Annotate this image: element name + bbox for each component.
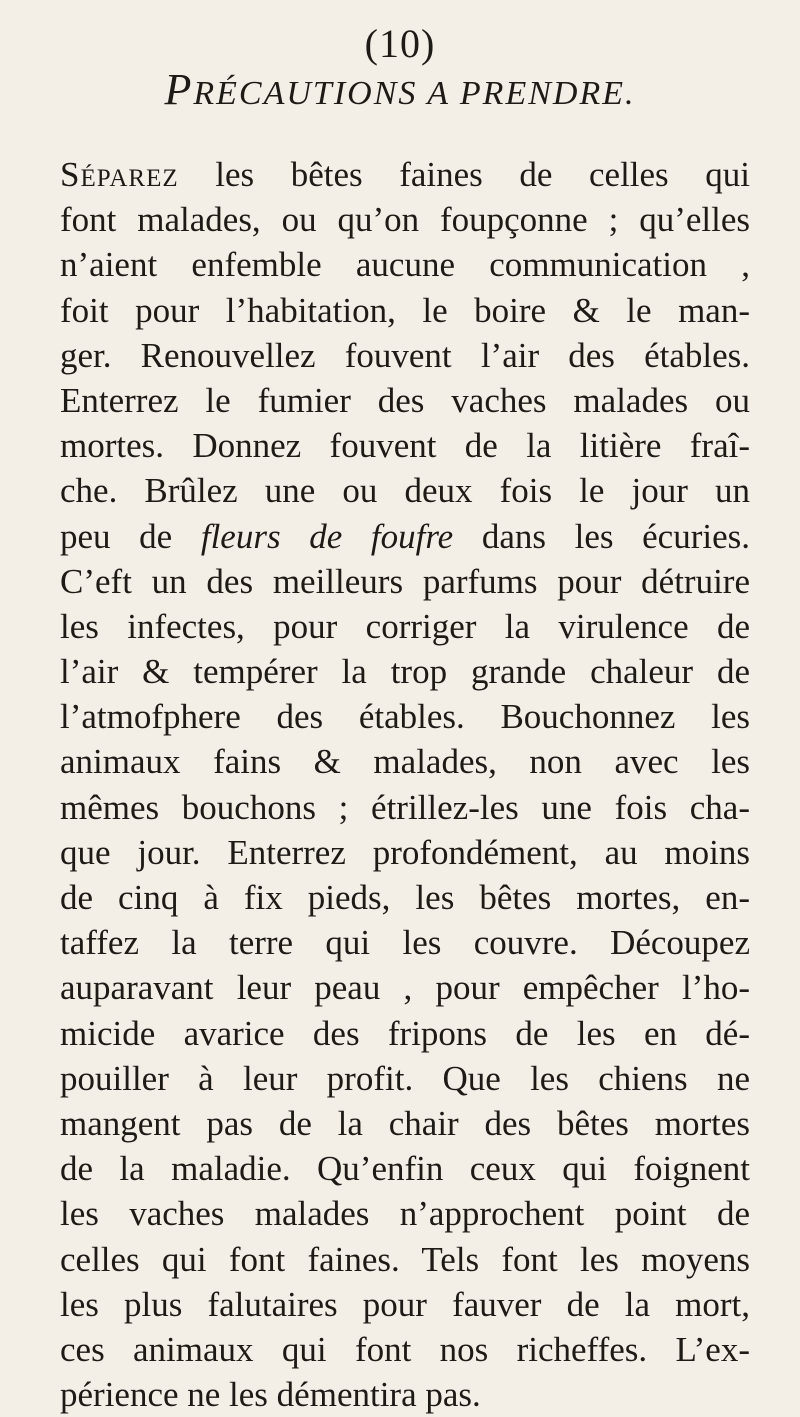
text-line-10: C’eft un des meilleurs parfums pour détruire [60,561,750,601]
italic-phrase: fleurs de foufre [200,516,454,556]
text-line-28: périence ne les démentira pas. [60,1375,481,1415]
text-line-1: Séparez les bêtes faines de celles qui [60,155,750,194]
text-line-26: les plus falutaires pour fauver de la mort, [60,1284,750,1324]
text-line-22: mangent pas de la chair des bêtes mortes [60,1103,750,1143]
text-line-20: micide avarice des fripons de les en dé- [60,1013,750,1053]
opening-word: Séparez [60,155,179,194]
page-number: (10) [364,21,436,66]
text-line-5: ger. Renouvellez fouvent l’air des étables. [60,335,750,375]
text-line-2: font malades, ou qu’on foupçonne ; qu’elles [60,200,750,240]
text-line-18: taffez la terre qui les couvre. Découpez [60,923,750,963]
text-line-21: pouiller à leur profit. Que les chiens ne [60,1058,750,1098]
text-line-17: de cinq à fix pieds, les bêtes mortes, en- [60,878,750,917]
text-line-13: l’atmofphere des étables. Bouchonnez les [60,697,750,737]
text-line-11: les infectes, pour corriger la virulence de [60,606,750,646]
text-line-12: l’air & tempérer la trop grande chaleur de [60,652,750,692]
text-line-4: foit pour l’habitation, le boire & le man- [60,290,750,330]
text-line-19: auparavant leur peau , pour empêcher l’ho- [60,968,750,1008]
body-paragraph [60,152,750,1417]
text-line-27: ces animaux qui font nos richeffes. L’ex- [60,1329,750,1369]
text-line-6: Enterrez le fumier des vaches malades ou [60,380,750,420]
text-line-7: mortes. Donnez fouvent de la litière fraî- [60,426,750,466]
text-line-14: animaux fains & malades, non avec les [60,742,750,782]
section-heading [0,65,800,114]
text-line-9: peu de fleurs de foufre dans les écuries. [60,516,750,556]
text-line-15: mêmes bouchons ; étrillez-les une fois cha- [60,787,750,827]
text-line-24: les vaches malades n’approchent point de [60,1194,750,1234]
text-line-23: de la maladie. Qu’enfin ceux qui foignent [60,1149,750,1189]
heading-initial: P [164,65,194,114]
text-line-16: que jour. Enterrez profondément, au moins [60,832,750,872]
text-line-8: che. Brûlez une ou deux fois le jour un [60,471,750,511]
text-line-3: n’aient enfemble aucune communication , [60,245,750,285]
text-line-25: celles qui font faines. Tels font les moyens [60,1239,750,1279]
heading-rest: RÉCAUTIONS A PRENDRE. [193,75,636,112]
